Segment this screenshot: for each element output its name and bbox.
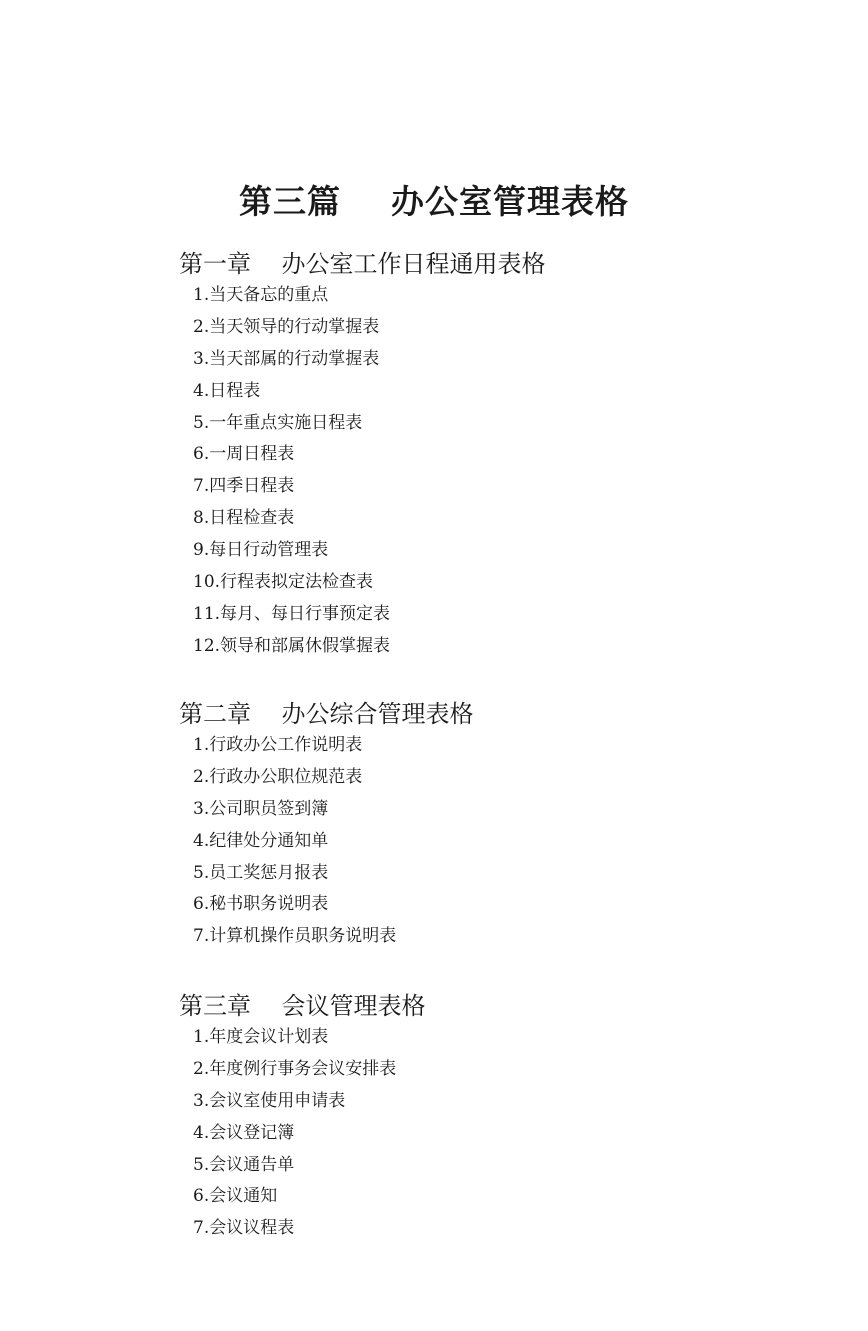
page-title: 第三篇 办公室管理表格 bbox=[239, 182, 629, 222]
list-item: 6.会议通知 bbox=[193, 1186, 278, 1207]
list-item: 11.每月、每日行事预定表 bbox=[193, 603, 391, 624]
list-item: 12.领导和部属休假掌握表 bbox=[193, 635, 391, 656]
list-item: 8.日程检查表 bbox=[193, 508, 295, 529]
list-item: 7.会议议程表 bbox=[193, 1218, 295, 1239]
chapter-heading-3: 第三章 会议管理表格 bbox=[179, 992, 426, 1020]
list-item: 3.公司职员签到簿 bbox=[193, 798, 329, 819]
chapter-3-item-list bbox=[193, 1022, 396, 1245]
list-item: 1.年度会议计划表 bbox=[193, 1027, 329, 1047]
list-item: 5.员工奖惩月报表 bbox=[193, 862, 329, 883]
chapter-heading-2: 第二章 办公综合管理表格 bbox=[179, 700, 474, 728]
list-item: 5.一年重点实施日程表 bbox=[193, 412, 363, 433]
list-item: 3.当天部属的行动掌握表 bbox=[193, 348, 380, 369]
list-item: 9.每日行动管理表 bbox=[193, 540, 329, 561]
list-item: 10.行程表拟定法检查表 bbox=[193, 572, 374, 593]
list-item: 4.纪律处分通知单 bbox=[193, 830, 329, 851]
list-item: 3.会议室使用申请表 bbox=[193, 1090, 346, 1111]
chapter-2-item-list bbox=[193, 730, 396, 953]
list-item: 2.行政办公职位规范表 bbox=[193, 766, 363, 787]
list-item: 2.年度例行事务会议安排表 bbox=[193, 1058, 397, 1079]
chapter-heading-1: 第一章 办公室工作日程通用表格 bbox=[179, 250, 546, 278]
list-item: 1.行政办公工作说明表 bbox=[193, 735, 363, 755]
list-item: 4.会议登记簿 bbox=[193, 1122, 295, 1143]
list-item: 4.日程表 bbox=[193, 380, 261, 401]
list-item: 2.当天领导的行动掌握表 bbox=[193, 316, 380, 337]
list-item: 5.会议通告单 bbox=[193, 1154, 295, 1175]
list-item: 7.四季日程表 bbox=[193, 476, 295, 497]
list-item: 6.一周日程表 bbox=[193, 444, 295, 465]
chapter-1-item-list bbox=[193, 280, 390, 663]
list-item: 7.计算机操作员职务说明表 bbox=[193, 926, 397, 947]
list-item: 1.当天备忘的重点 bbox=[193, 285, 329, 305]
list-item: 6.秘书职务说明表 bbox=[193, 894, 329, 915]
